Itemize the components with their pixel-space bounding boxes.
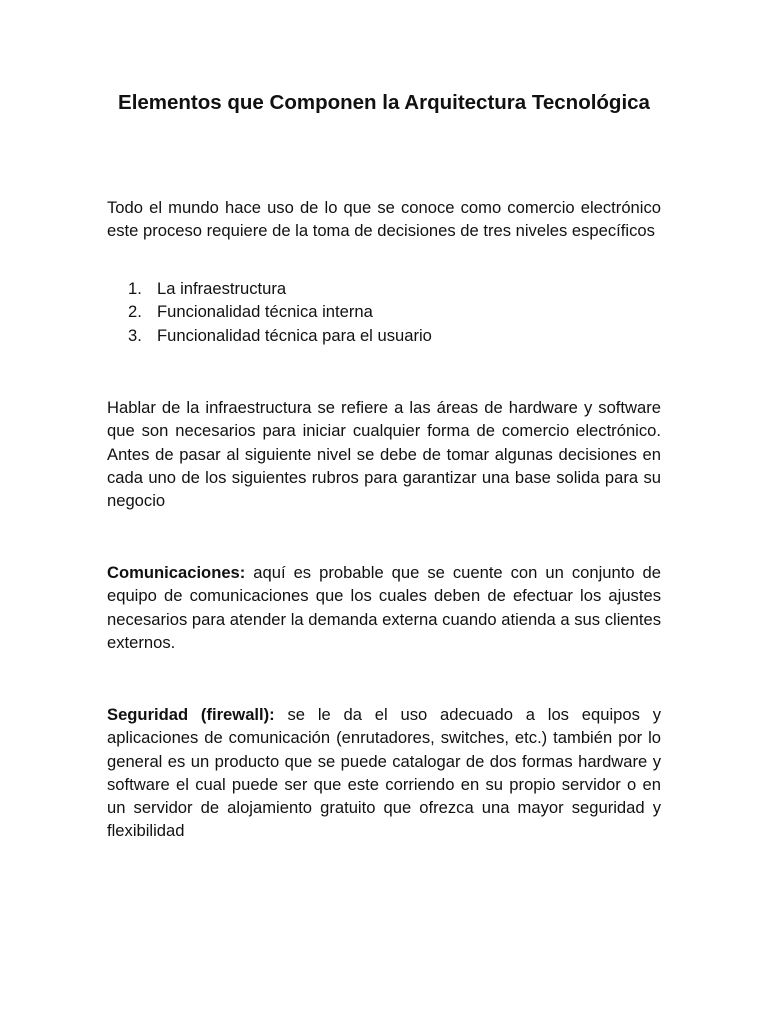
document-title: Elementos que Componen la Arquitectura Tecnológica xyxy=(118,91,650,114)
communications-paragraph xyxy=(107,561,661,654)
communications-label: Comunicaciones: xyxy=(107,563,246,582)
list-item-number: 3. xyxy=(128,325,142,345)
list-item-text: La infraestructura xyxy=(157,279,287,298)
list-item xyxy=(107,324,661,347)
list-item-number: 2. xyxy=(128,302,142,322)
levels-list xyxy=(107,277,661,347)
communications-text: aquí es probable que se cuente con un conjunto de equipo de comunicaciones que los cuales deben de efectuar los ajustes necesarios para atender la demanda externa cuando atienda a sus clientes externos. xyxy=(107,563,661,652)
security-text: se le da el uso adecuado a los equipos y aplicaciones de comunicación (enrutadores, switches, etc.) también por lo general es un producto que se puede catalogar de dos formas hardware y software el cual puede ser que este corriendo en su propio servidor o en un servidor de alojamiento gratuito que ofrezca una mayor seguridad y flexibilidad xyxy=(107,705,661,841)
security-label: Seguridad (firewall): xyxy=(107,705,275,724)
list-item-number: 1. xyxy=(128,279,142,298)
list-item xyxy=(107,277,661,300)
list-item-text: Funcionalidad técnica para el usuario xyxy=(157,325,432,345)
list-item xyxy=(107,300,661,323)
security-paragraph xyxy=(107,703,661,843)
list-item-text: Funcionalidad técnica interna xyxy=(157,302,373,322)
intro-paragraph: Todo el mundo hace uso de lo que se conoce como comercio electrónico este proceso requiere de la toma de decisiones de tres niveles específicos xyxy=(107,198,661,241)
infrastructure-paragraph: Hablar de la infraestructura se refiere a las áreas de hardware y software que son necesarios para iniciar cualquier forma de comercio electrónico. Antes de pasar al siguiente nivel se debe de tomar algunas decisiones en cada uno de los siguientes rubros para garantizar una base solida para su negocio xyxy=(107,398,661,511)
